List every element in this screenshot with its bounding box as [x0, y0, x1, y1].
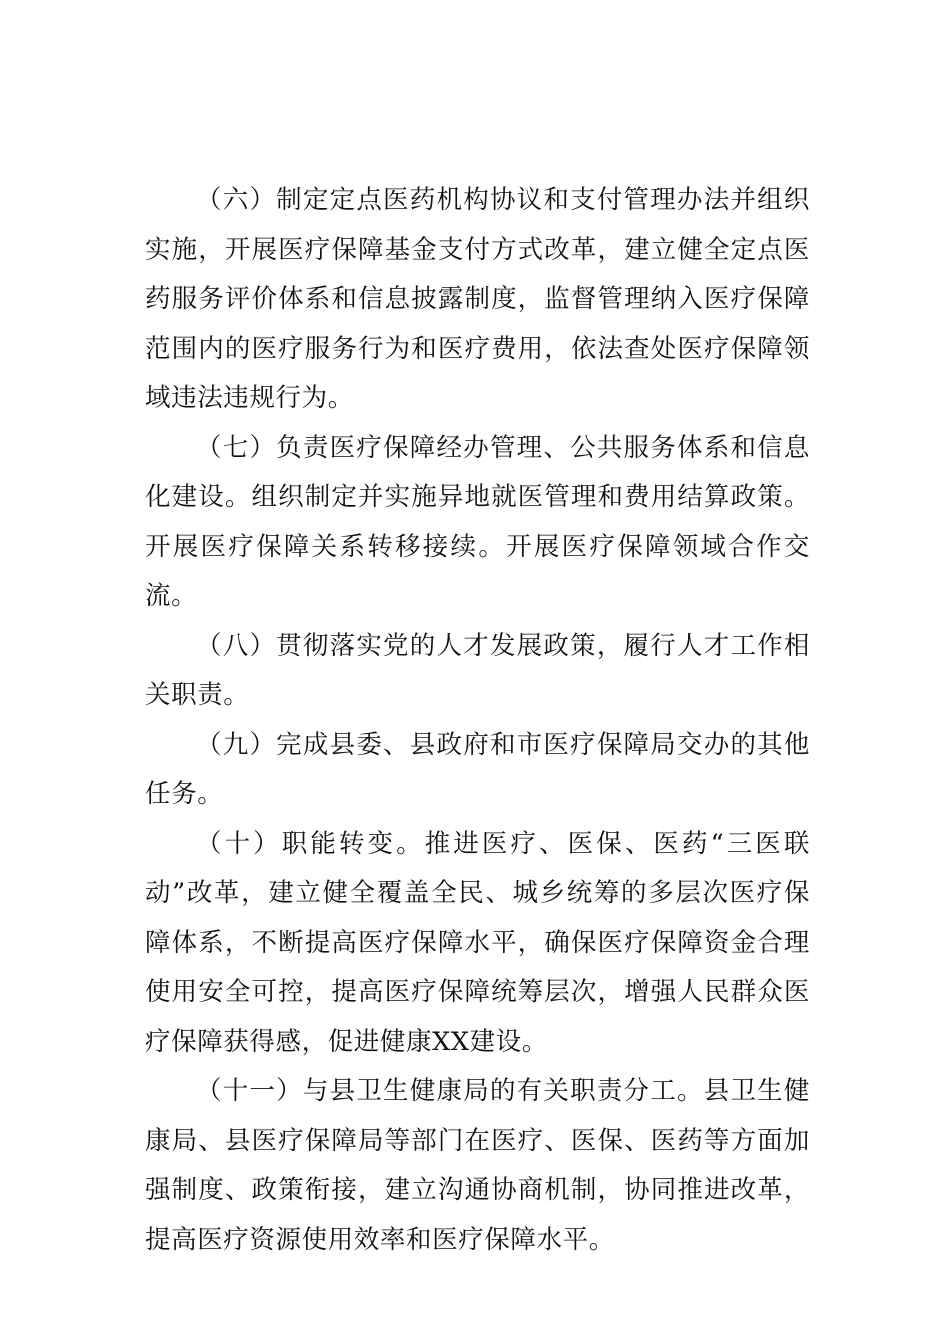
paragraph-8: （八）贯彻落实党的人才发展政策，履行人才工作相关职责。 — [145, 630, 810, 710]
paragraph-6: （六）制定定点医药机构协议和支付管理办法并组织实施，开展医疗保障基金支付方式改革，建立健全定点医药服务评价体系和信息披露制度，监督管理纳入医疗保障范围内的医疗服务行为和医疗费用，依法查处医疗保障领域违法违规行为。 — [145, 185, 810, 413]
paragraph-9: （九）完成县委、县政府和市医疗保障局交办的其他任务。 — [145, 729, 810, 809]
paragraph-7: （七）负责医疗保障经办管理、公共服务体系和信息化建设。组织制定并实施异地就医管理和费用结算政策。开展医疗保障关系转移接续。开展医疗保障领域合作交流。 — [145, 432, 810, 611]
paragraph-10: （十）职能转变。推进医疗、医保、医药“三医联动”改革，建立健全覆盖全民、城乡统筹的多层次医疗保障体系，不断提高医疗保障水平，确保医疗保障资金合理使用安全可控，提高医疗保障统筹层次，增强人民群众医疗保障获得感，促进健康XX建设。 — [145, 828, 810, 1057]
paragraph-11: （十一）与县卫生健康局的有关职责分工。县卫生健康局、县医疗保障局等部门在医疗、医保、医药等方面加强制度、政策衔接，建立沟通协商机制，协同推进改革，提高医疗资源使用效率和医疗保障水平。 — [145, 1076, 810, 1255]
document-body — [145, 176, 810, 1265]
